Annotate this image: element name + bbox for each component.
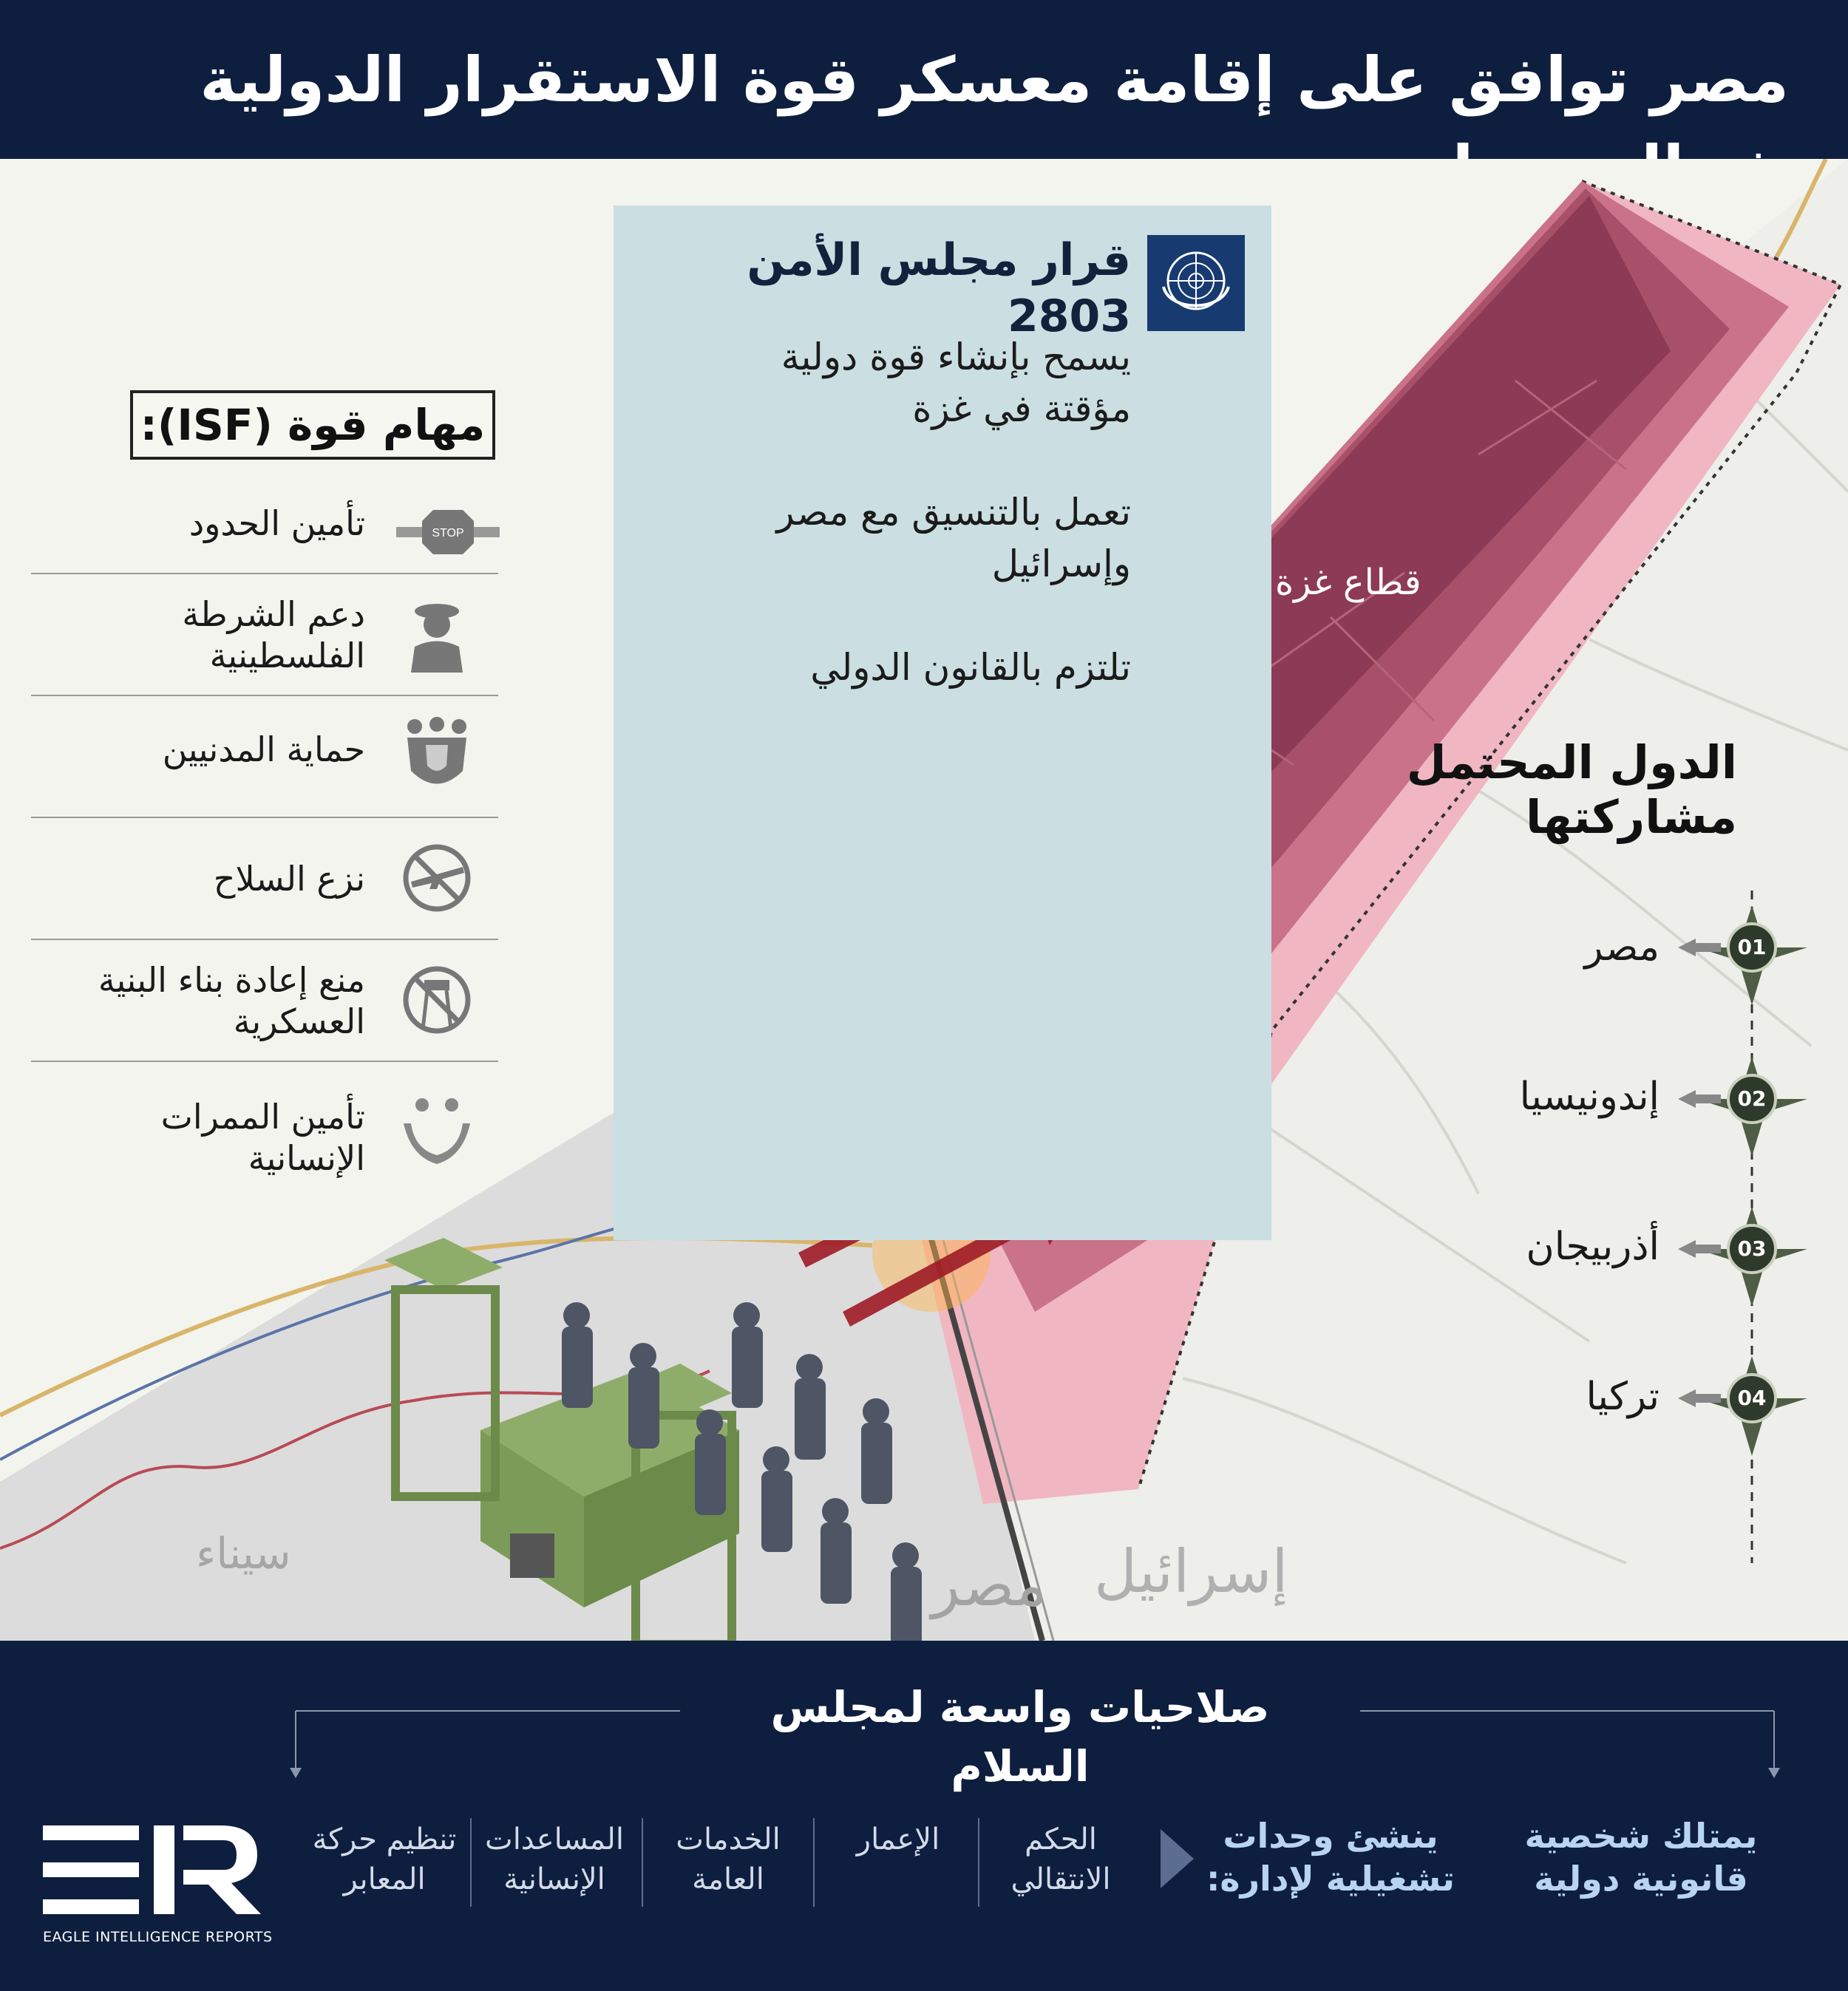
isf-tasks-title: مهام قوة (ISF): [130, 390, 495, 460]
task-humanitarian-corridors [31, 1061, 498, 1182]
countries-title: الدول المحتمل مشاركتها [1406, 735, 1737, 844]
header-bar [0, 0, 1848, 159]
country-number: 01 [1737, 935, 1767, 959]
no-weapons-icon [396, 837, 478, 919]
stop-sign-barrier-icon [396, 491, 478, 573]
country-name: أذربيجان [1526, 1225, 1660, 1269]
un-point-3: تلتزم بالقانون الدولي [810, 646, 1131, 689]
page-title: مصر توافق على إقامة معسكر قوة الاستقرار الدولية [200, 44, 1789, 116]
country-number: 02 [1737, 1086, 1767, 1111]
divider [813, 1818, 815, 1907]
task-label: نزع السلاح [213, 859, 365, 899]
gaza-strip-label: قطاع غزة [1275, 562, 1421, 603]
helping-hands-icon [396, 1090, 478, 1171]
country-number: 03 [1737, 1236, 1767, 1261]
un-point-1: يسمح بإنشاء قوة دولية مؤقتة في غزة [781, 336, 1131, 430]
sinai-label: سيناء [196, 1528, 291, 1579]
country-name: تركيا [1586, 1375, 1660, 1419]
task-disarmament [31, 817, 498, 940]
power-humanitarian-aid: المساعدات الإنسانية [485, 1822, 624, 1896]
power-crossings: تنظيم حركة المعابر [312, 1822, 457, 1896]
divider [470, 1818, 472, 1907]
un-point-2: تعمل بالتنسيق مع مصر وإسرائيل [776, 491, 1131, 585]
task-label: منع إعادة بناء البنية العسكرية [98, 960, 365, 1041]
task-label: تأمين الممرات الإنسانية [160, 1097, 365, 1178]
task-label: دعم الشرطة الفلسطينية [182, 594, 365, 675]
egypt-label: مصر [931, 1551, 1047, 1619]
civilians-shield-icon [396, 715, 478, 797]
divider [978, 1818, 979, 1907]
israel-label: إسرائيل [1094, 1537, 1288, 1606]
country-name: إندونيسيا [1519, 1075, 1660, 1119]
un-emblem-icon [1147, 235, 1245, 331]
police-officer-icon [396, 595, 478, 676]
task-civilian-protection [31, 695, 498, 818]
task-prevent-military-rebuild [31, 939, 498, 1062]
task-border-security [31, 488, 498, 574]
task-label: حماية المدنيين [162, 729, 365, 769]
footer-title: صلاحيات واسعة لمجلس السلام [770, 1682, 1270, 1791]
power-reconstruction: الإعمار [856, 1822, 940, 1856]
task-police-support [31, 573, 498, 696]
svg-text:STOP: STOP [432, 527, 464, 540]
power-public-services: الخدمات العامة [676, 1822, 781, 1896]
country-name: مصر [1584, 925, 1660, 970]
eir-logo-mark [43, 1825, 279, 1922]
eir-logo [43, 1825, 279, 1951]
country-markers [1678, 887, 1826, 1552]
footer-legal-personality: يمتلك شخصية قانونية دولية [1524, 1816, 1758, 1899]
divider [642, 1818, 643, 1907]
country-number: 04 [1737, 1386, 1767, 1410]
footer-operational-units: ينشئ وحدات تشغيلية لإدارة: [1206, 1816, 1455, 1899]
power-transitional-governance: الحكم الانتقالي [1010, 1822, 1111, 1896]
logo-caption: EAGLE INTELLIGENCE REPORTS [43, 1929, 273, 1945]
no-watchtower-icon [396, 959, 478, 1041]
un-resolution-box [614, 205, 1271, 1240]
task-label: تأمين الحدود [188, 503, 365, 543]
un-resolution-title: قرار مجلس الأمن 2803 [747, 234, 1131, 342]
